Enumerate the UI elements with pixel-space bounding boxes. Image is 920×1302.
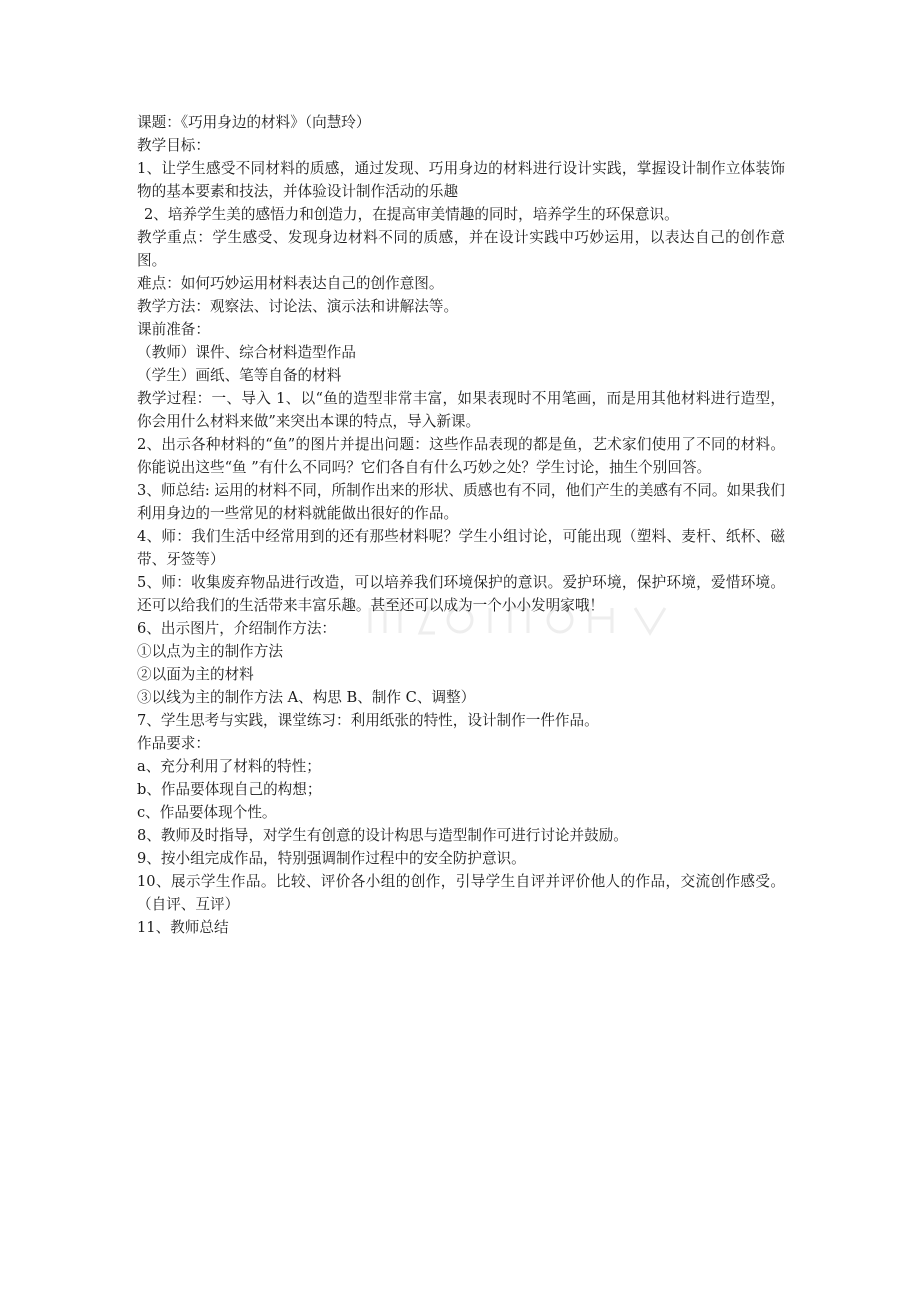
lesson-title: 课题：《巧用身边的材料》（向慧玲） [137,114,371,131]
lesson-plan-body [137,111,785,939]
process-step-1: 教学过程：一、导入 1、以“鱼的造型非常丰富，如果表现时不用笔画，而是用其他材料进行造型，你会用什么材料来做”来突出本课的特点，导入新课。 [137,390,785,430]
process-step-7: 7、学生思考与实践，课堂练习：利用纸张的特性，设计制作一件作品。 [137,712,599,729]
process-step-3: 3、师总结: 运用的材料不同，所制作出来的形状、质感也有不同，他们产生的美感有不同。如果我们利用身边的一些常见的材料就能做出很好的作品。 [137,482,785,522]
preparation-teacher: （教师）课件、综合材料造型作品 [137,344,356,361]
section-heading-objectives: 教学目标： [137,137,210,154]
process-step-2: 2、出示各种材料的“鱼”的图片并提出问题：这些作品表现的都是鱼，艺术家们使用了不同的材料。你能说出这些“鱼 ”有什么不同吗？它们各自有什么巧妙之处？学生讨论，抽生个别回答。 [137,436,785,476]
method-plane: ②以面为主的材料 [137,666,254,683]
requirement-b: b、作品要体现自己的构想； [137,781,322,798]
method-line: ③以线为主的制作方法 A、构思 B、制作 C、调整） [137,689,476,706]
process-step-9: 9、按小组完成作品，特别强调制作过程中的安全防护意识。 [137,850,526,867]
objective-1: 1、让学生感受不同材料的质感，通过发现、巧用身边的材料进行设计实践，掌握设计制作立体装饰物的基本要素和技法，并体验设计制作活动的乐趣 [137,160,785,200]
requirement-a: a、充分利用了材料的特性； [137,758,321,775]
process-step-8: 8、教师及时指导，对学生有创意的设计构思与造型制作可进行讨论并鼓励。 [137,827,628,844]
preparation-student: （学生）画纸、笔等自备的材料 [137,367,342,384]
method-point: ①以点为主的制作方法 [137,643,283,660]
teaching-difficulty: 难点：如何巧妙运用材料表达自己的创作意图。 [137,275,444,292]
process-step-4: 4、师：我们生活中经常用到的还有那些材料呢？学生小组讨论，可能出现（塑料、麦杆、纸杯、磁带、牙签等） [137,528,785,568]
objective-2: 2、培养学生美的感悟力和创造力，在提高审美情趣的同时，培养学生的环保意识。 [144,206,679,223]
process-step-6: 6、出示图片，介绍制作方法： [137,620,337,637]
teaching-focus: 教学重点：学生感受、发现身边材料不同的质感，并在设计实践中巧妙运用，以表达自己的创作意图。 [137,229,785,269]
teaching-methods: 教学方法：观察法、讨论法、演示法和讲解法等。 [137,298,459,315]
process-step-11: 11、教师总结 [137,919,229,936]
process-step-5: 5、师：收集废弃物品进行改造，可以培养我们环境保护的意识。爱护环境，保护环境，爱惜环境。还可以给我们的生活带来丰富乐趣。甚至还可以成为一个小小发明家哦！ [137,574,785,614]
requirements-heading: 作品要求： [137,735,210,752]
section-heading-preparation: 课前准备： [137,321,210,338]
requirement-c: c、作品要体现个性。 [137,804,277,821]
process-step-10: 10、展示学生作品。比较、评价各小组的创作，引导学生自评并评价他人的作品，交流创作感受。（自评、互评） [137,873,785,913]
